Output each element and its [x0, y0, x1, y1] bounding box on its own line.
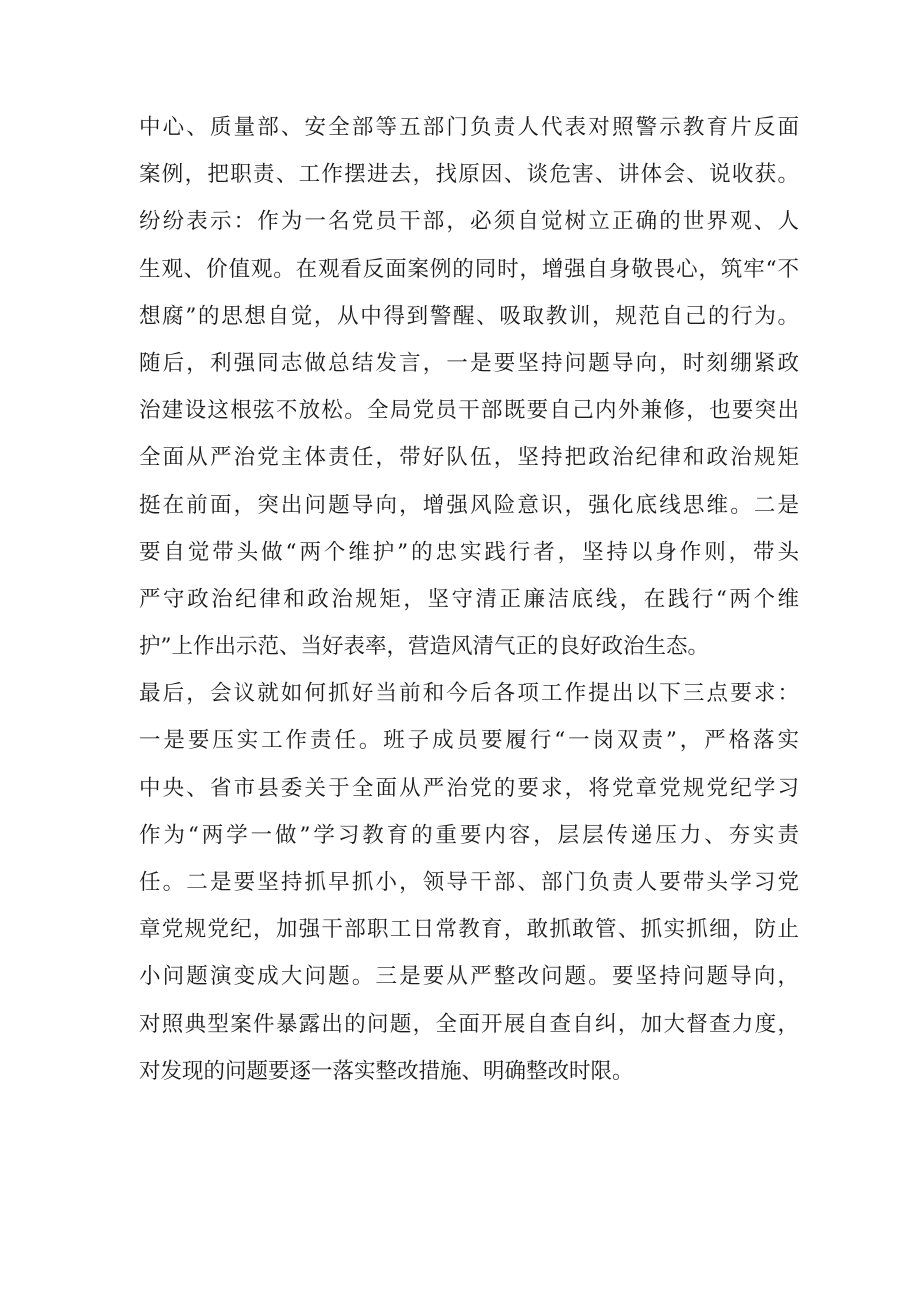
text-line: 全面从严治党主体责任，带好队伍，坚持把政治纪律和政治规矩	[139, 445, 799, 471]
text-line: 要自觉带头做“两个维护”的忠实践行者，坚持以身作则，带头	[139, 539, 799, 565]
text-line: 想腐”的思想自觉，从中得到警醒、吸取教训，规范自己的行为。	[139, 303, 799, 329]
text-line: 生观、价值观。在观看反面案例的同时，增强自身敬畏心，筑牢“不	[139, 256, 799, 282]
text-line: 小问题演变成大问题。三是要从严整改问题。要坚持问题导向，	[139, 964, 799, 990]
text-line: 一是要压实工作责任。班子成员要履行“一岗双责”，严格落实	[139, 728, 799, 754]
text-line: 严守政治纪律和政治规矩，坚守清正廉洁底线，在践行“两个维	[139, 586, 799, 612]
text-line: 作为“两学一做”学习教育的重要内容，层层传递压力、夯实责	[139, 822, 799, 848]
text-line: 挺在前面，突出问题导向，增强风险意识，强化底线思维。二是	[139, 492, 799, 518]
document-body	[139, 104, 799, 1095]
text-line: 章党规党纪，加强干部职工日常教育，敢抓敢管、抓实抓细，防止	[139, 917, 799, 943]
text-line: 纷纷表示：作为一名党员干部，必须自觉树立正确的世界观、人	[139, 209, 799, 235]
text-line: 随后，利强同志做总结发言，一是要坚持问题导向，时刻绷紧政	[139, 350, 799, 376]
text-line: 中央、省市县委关于全面从严治党的要求，将党章党规党纪学习	[139, 775, 799, 801]
text-line: 对发现的问题要逐一落实整改措施、明确整改时限。	[139, 1058, 634, 1084]
text-line: 对照典型案件暴露出的问题，全面开展自查自纠，加大督查力度，	[139, 1011, 799, 1037]
text-line: 案例，把职责、工作摆进去，找原因、谈危害、讲体会、说收获。	[139, 162, 799, 188]
text-line: 治建设这根弦不放松。全局党员干部既要自己内外兼修，也要突出	[139, 398, 799, 424]
text-line: 最后，会议就如何抓好当前和今后各项工作提出以下三点要求：	[139, 681, 799, 707]
text-line: 任。二是要坚持抓早抓小，领导干部、部门负责人要带头学习党	[139, 870, 799, 895]
text-line: 中心、质量部、安全部等五部门负责人代表对照警示教育片反面	[139, 115, 799, 140]
text-line: 护”上作出示范、当好表率，营造风清气正的良好政治生态。	[139, 634, 709, 660]
